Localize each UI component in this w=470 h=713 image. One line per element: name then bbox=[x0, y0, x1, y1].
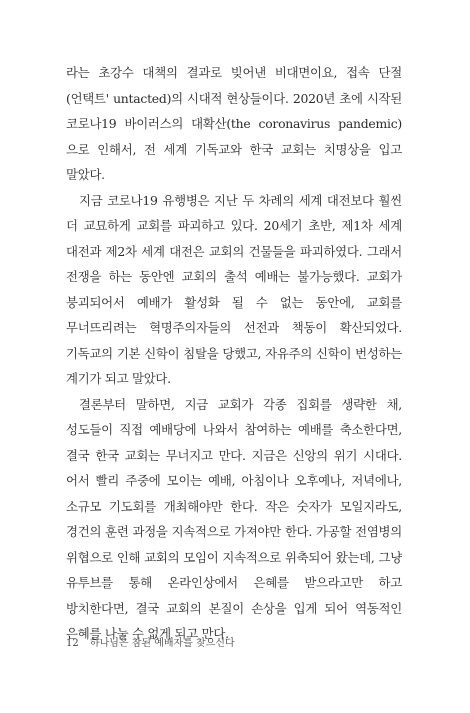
paragraph-2: 지금 코로나19 유행병은 지난 두 차례의 세계 대전보다 훨씬 더 교묘하게 교회를 파괴하고 있다. 20세기 초반, 제1차 세계 대전과 제2차 세계 대전은 교회의 건물들을 파괴하였다. 그래서 전쟁을 하는 동안엔 교회의 출석 예배는 불가능했다. 교회가 붕괴되어서 예배가 활성화 될 수 없는 동안에, 교회를 무너뜨리려는 혁명주의자들의 선전과 책동이 확산되었다. 기독교의 기본 신학이 침탈을 당했고, 자유주의 신학이 번성하는 계기가 되고 말았다. bbox=[66, 192, 402, 386]
page-footer bbox=[66, 634, 235, 649]
body-text bbox=[66, 60, 402, 647]
running-title: 하나님은 참된 예배자를 찾으신다 bbox=[89, 638, 235, 649]
paragraph-1: 라는 초강수 대책의 결과로 빚어낸 비대면이요, 접속 단절(언택트' untacted)의 시대적 현상들이다. 2020년 초에 시작된 코로나19 바이러스의 대확산(the coronavirus pandemic)으로 인해서, 전 세계 기독교와 한국 교회는 치명상을 입고 말았다. bbox=[66, 65, 402, 182]
page-number: 12 bbox=[66, 638, 79, 649]
paragraph-3: 결론부터 말하면, 지금 교회가 각종 집회를 생략한 채, 성도들이 직접 예배당에 나와서 참여하는 예배를 축소한다면, 결국 한국 교회는 무너지고 만다. 지금은 신앙의 위기 시대다. 어서 빨리 주중에 모이는 예배, 아침이나 오후예나, 저녁에나, 소규모 기도회를 개최해야만 한다. 작은 숫자가 모일지라도, 경건의 훈련 과정을 지속적으로 가져야만 한다. 가공할 전염병의 위협으로 인해 교회의 모임이 지속적으로 위축되어 왔는데, 그냥 유투브를 통해 온라인상에서 은혜를 받으라고만 하고 방치한다면, 결국 교회의 본질이 손상을 입게 되어 역동적인 은혜를 나눌 수 없게 되고 만다. bbox=[66, 396, 402, 641]
